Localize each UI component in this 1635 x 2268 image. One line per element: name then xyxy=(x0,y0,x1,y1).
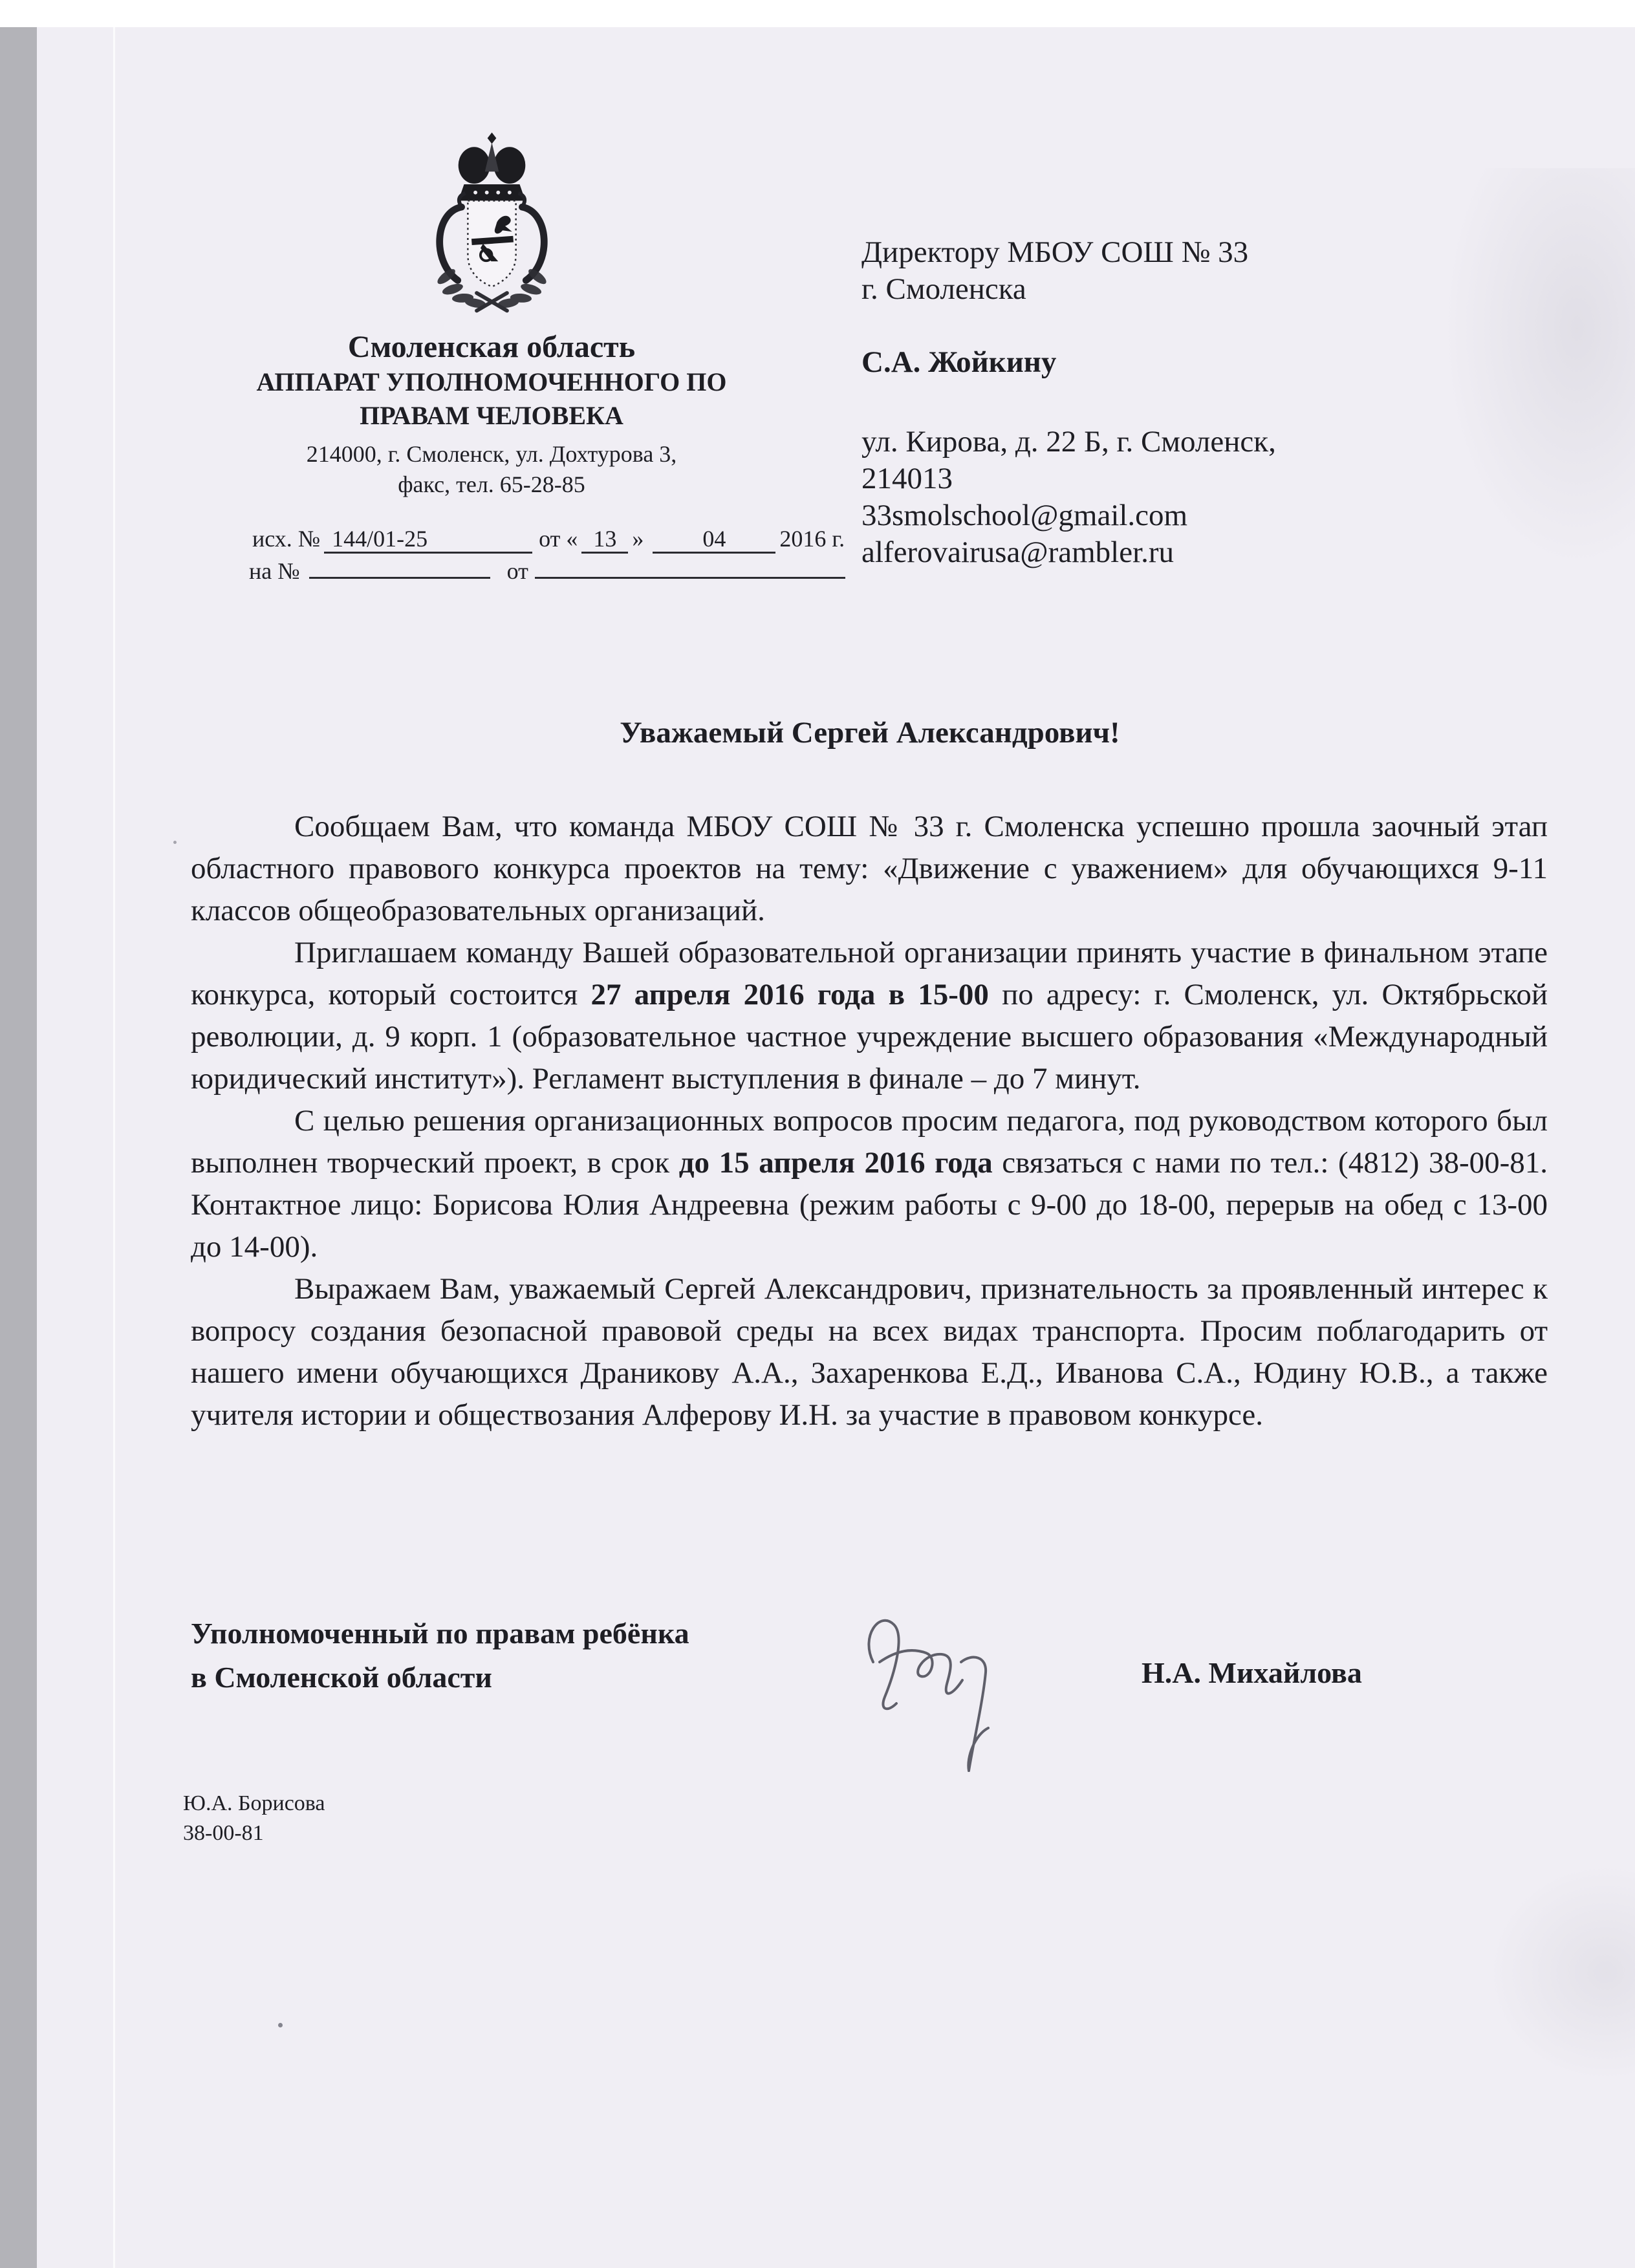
letterhead-org-line1: АППАРАТ УПОЛНОМОЧЕННОГО ПО xyxy=(256,367,727,396)
body-text: Приглашаем команду Вашей образовательной организации принять участие в финальном этапе конкурса, который состоится xyxy=(191,936,1548,1011)
signature-name: Н.А. Михайлова xyxy=(1142,1656,1362,1689)
date-quote-close: » xyxy=(632,526,644,552)
recipient-name: С.А. Жойкину xyxy=(861,345,1057,379)
letterhead-region: Смоленская область xyxy=(347,330,636,364)
body-text: Сообщаем Вам, что команда МБОУ СОШ № 33 г. Смоленска успешно прошла заочный этап областного правового конкурса проектов на тему: «Движение с уважением» для обучающихся 9-11 классов общеобразовательных организаций. xyxy=(191,810,1548,927)
executor-block xyxy=(183,1789,325,1848)
letterhead-org-line2: ПРАВАМ ЧЕЛОВЕКА xyxy=(360,401,623,430)
body-paragraph xyxy=(191,806,1548,932)
body-paragraph xyxy=(191,932,1548,1100)
signature-title-line2: в Смоленской области xyxy=(191,1661,492,1694)
paper-fold-line xyxy=(113,27,115,2268)
body-text: связаться с нами по тел.: (4812) 38-00-81. Контактное лицо: Борисова Юлия Андреевна (режим работы с 9-00 до 18-00, перерыв на обед с 13-00 до 14-00). xyxy=(191,1146,1548,1264)
body-paragraphs xyxy=(191,806,1548,1436)
recipient-email-2: alferovairusa@rambler.ru xyxy=(861,535,1175,569)
reply-from-label: от xyxy=(506,558,528,584)
recipient-block xyxy=(861,234,1547,571)
reply-label: на № xyxy=(249,558,300,584)
body-text: С целью решения организационных вопросов просим педагога, под руководством которого был выполнен творческий проект, в срок xyxy=(191,1104,1548,1180)
body-paragraph xyxy=(191,1268,1548,1436)
salutation: Уважаемый Сергей Александрович! xyxy=(620,716,1120,750)
recipient-line1: Директору МБОУ СОШ № 33 xyxy=(861,235,1249,269)
executor-name: Ю.А. Борисова xyxy=(183,1791,325,1815)
date-month: 04 xyxy=(653,526,775,554)
recipient-address-line1: ул. Кирова, д. 22 Б, г. Смоленск, xyxy=(861,425,1276,459)
body-text: Выражаем Вам, уважаемый Сергей Александрович, признательность за проявленный интерес к вопросу создания безопасной правовой среды на всех видах транспорта. Просим поблагодарить от нашего имени обучающихся Драникову А.А., Захаренкова Е.Д., Иванова С.А., Юдину Ю.В., а также учителя истории и обществозания Алферову И.Н. за участие в правовом конкурсе. xyxy=(191,1272,1548,1432)
body-paragraph xyxy=(191,1100,1548,1268)
letterhead-address: 214000, г. Смоленск, ул. Дохтурова 3, xyxy=(306,441,677,467)
body-text-bold: до 15 апреля 2016 года xyxy=(678,1146,993,1180)
scanner-edge-strip xyxy=(0,27,37,2268)
recipient-email-1: 33smolschool@gmail.com xyxy=(861,499,1188,532)
letterhead-phone: факс, тел. 65-28-85 xyxy=(398,471,585,497)
date-year: 2016 г. xyxy=(779,526,845,552)
date-from-label: от « xyxy=(539,526,578,552)
letterhead xyxy=(188,129,796,500)
outgoing-number: 144/01-25 xyxy=(324,526,532,554)
reply-date-blank xyxy=(535,577,845,579)
smolensk-coat-of-arms-icon xyxy=(422,129,561,320)
reference-row-reply xyxy=(249,557,845,585)
signature-title-line1: Уполномоченный по правам ребёнка xyxy=(191,1617,689,1650)
handwritten-signature xyxy=(834,1565,1041,1785)
scan-speck xyxy=(173,841,177,844)
recipient-line2: г. Смоленска xyxy=(861,272,1026,306)
executor-phone: 38-00-81 xyxy=(183,1821,264,1845)
body-text-bold: 27 апреля 2016 года в 15-00 xyxy=(590,978,989,1011)
outgoing-label: исх. № xyxy=(252,526,321,552)
date-day: 13 xyxy=(581,526,628,554)
reply-number-blank xyxy=(309,577,490,579)
scan-speck xyxy=(278,2023,283,2027)
reference-row-outgoing xyxy=(252,525,845,554)
recipient-address-line2: 214013 xyxy=(861,462,953,495)
body-text: по адресу: г. Смоленск, ул. Октябрьской революции, д. 9 корп. 1 (образовательное частное учреждение высшего образования «Международный юридический институт»). Регламент выступления в финале – до 7 минут. xyxy=(191,978,1548,1096)
signature-title xyxy=(191,1612,689,1700)
